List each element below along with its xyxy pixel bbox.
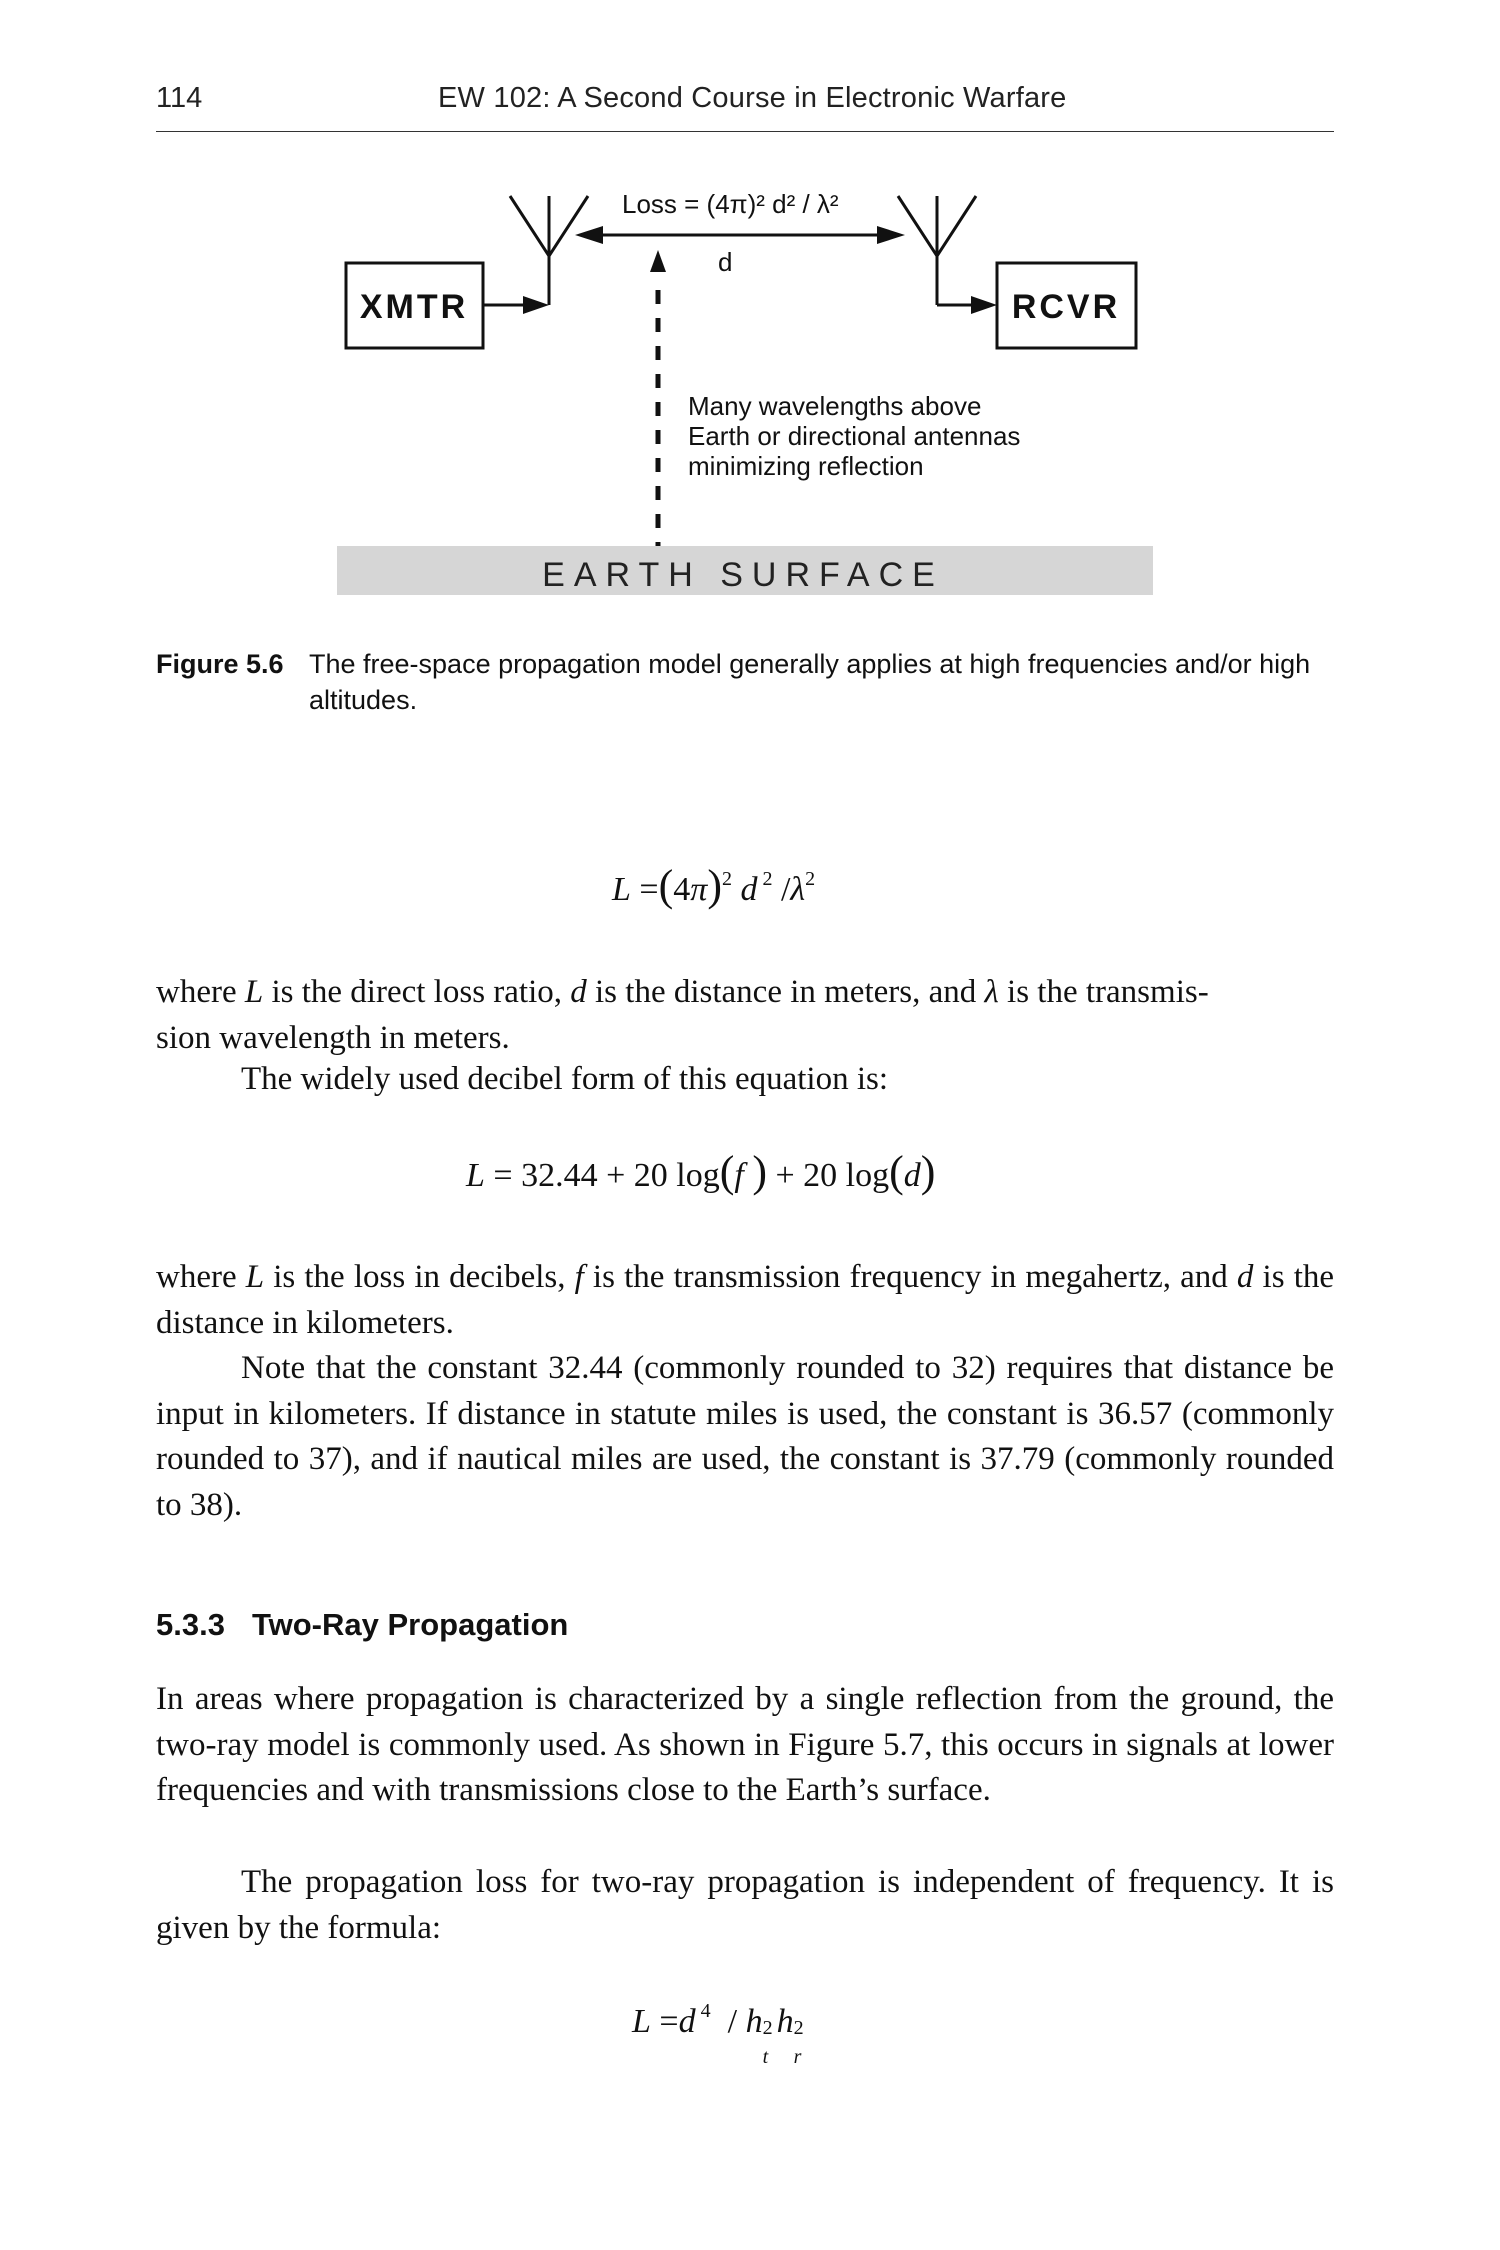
- equation-decibel: L = 32.44 + 20 log(f ) + 20 log(d): [466, 1147, 936, 1196]
- receiver-label: RCVR: [1011, 288, 1121, 326]
- transmitter-label: XMTR: [359, 288, 469, 326]
- paragraph-decibel-intro: The widely used decibel form of this equation is:: [241, 1061, 889, 1097]
- paragraph-two-ray-loss: The propagation loss for two-ray propagation is independent of frequency. It is given by the formula:: [156, 1864, 1334, 1946]
- receiver-feed-arrow: [937, 256, 997, 314]
- earth-surface-label: EARTH SURFACE: [542, 556, 944, 594]
- note-line-1: Many wavelengths above: [688, 391, 982, 421]
- section-title: Two-Ray Propagation: [252, 1607, 569, 1642]
- paragraph-two-ray-intro: In areas where propagation is characterized by a single reflection from the ground, the two-ray model is commonly used. As shown in Figure 5.7, this occurs in signals at lower frequencies and with transmissions close to the Earth’s surface.: [156, 1681, 1334, 1808]
- paragraph-direct-loss: where L is the direct loss ratio, d is the distance in meters, and λ is the transmis- sion wavelength in meters.: [156, 974, 1209, 1056]
- running-title: EW 102: A Second Course in Electronic Warfare: [438, 82, 1067, 114]
- note-line-3: minimizing reflection: [688, 451, 924, 481]
- section-number: 5.3.3: [156, 1607, 225, 1642]
- loss-label: Loss = (4π)² d² / λ²: [622, 189, 839, 219]
- figure-free-space-diagram: [0, 0, 1500, 620]
- height-arrow: [650, 250, 666, 548]
- transmit-antenna-icon: [510, 196, 588, 256]
- page-number: 114: [156, 82, 203, 114]
- distance-arrow: [575, 226, 905, 244]
- paragraph-decibel-terms: where L is the loss in decibels, f is the transmission frequency in megahertz, and d is the distance in kilometers.: [156, 1259, 1335, 1341]
- equation-free-space: $L =(4\pi)^2$ d $^2$ $/\lambda^2$: [612, 861, 816, 910]
- equation-two-ray: L =d $^4$ / h 2 t h 2 r: [632, 2000, 804, 2068]
- receive-antenna-icon: [898, 196, 976, 256]
- transmitter-feed-arrow: [483, 256, 549, 314]
- distance-label: d: [718, 247, 733, 277]
- caption-label: Figure 5.6: [156, 649, 284, 679]
- caption-text: The free-space propagation model generally applies at high frequencies and/or high altitudes.: [309, 649, 1311, 715]
- paragraph-constants: Note that the constant 32.44 (commonly rounded to 32) requires that distance be input in kilometers. If distance in statute miles is used, the constant is 36.57 (commonly rounded to 37), and if nautical miles are used, the constant is 37.79 (commonly rounded to 38).: [156, 1350, 1334, 1523]
- note-line-2: Earth or directional antennas: [688, 421, 1021, 451]
- section-heading: [156, 1607, 568, 1643]
